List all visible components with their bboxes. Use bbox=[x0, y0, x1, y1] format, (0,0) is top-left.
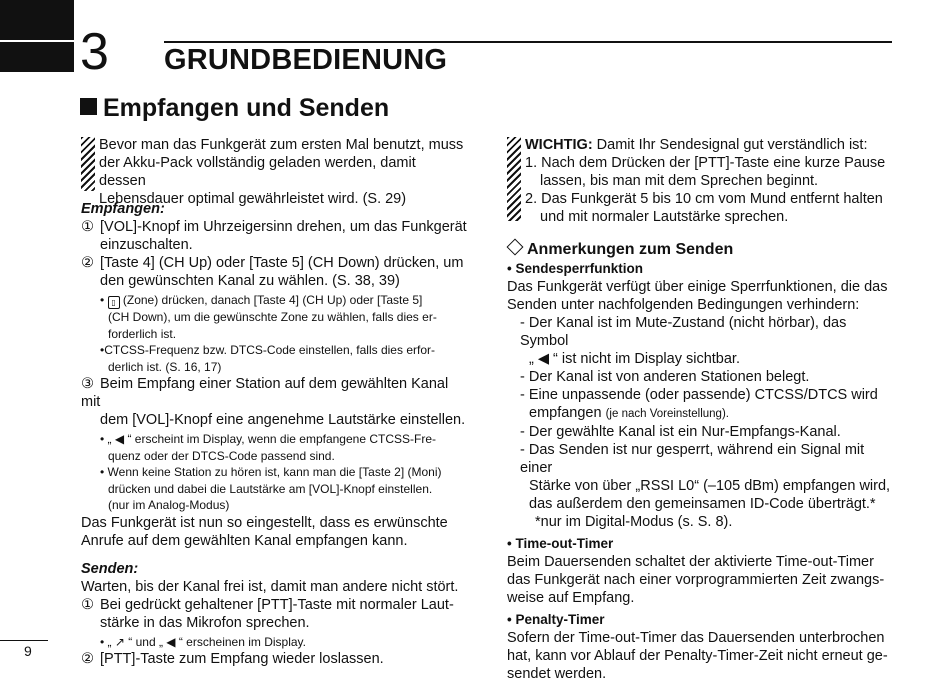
timeout-timer-heading: • Time-out-Timer bbox=[507, 536, 614, 551]
step-text: [VOL]-Knopf im Uhrzeigersinn drehen, um das Funkgerät bbox=[100, 219, 467, 235]
send-step-1-bullet bbox=[81, 634, 467, 651]
intro-line: der Akku-Pack vollständig geladen werden, damit dessen bbox=[99, 155, 416, 189]
receive-summary bbox=[81, 514, 467, 550]
chapter-title: GRUNDBEDIENUNG bbox=[164, 44, 448, 76]
step-text: [Taste 4] (CH Up) oder [Taste 5] (CH Down) drücken, um bbox=[100, 255, 464, 271]
note-hatch-icon bbox=[507, 137, 521, 221]
condition-item: - Eine unpassende (oder passende) CTCSS/DTCS wird bbox=[520, 387, 878, 403]
penalty-timer-text: Sofern der Time-out-Timer das Dauersenden unterbrochen bbox=[507, 630, 885, 646]
section-title bbox=[80, 94, 389, 123]
left-column bbox=[81, 200, 467, 668]
summary-line: Das Funkgerät ist nun so eingestellt, dass es erwünschte bbox=[81, 514, 448, 531]
condition-item: Stärke von über „RSSI L0“ (–105 dBm) empfangen wird, bbox=[529, 478, 891, 494]
note-hatch-icon bbox=[81, 137, 95, 191]
empfangen-heading: Empfangen: bbox=[81, 201, 165, 217]
bullet-text: (nur im Analog-Modus) bbox=[108, 498, 230, 512]
sendesperr-conditions bbox=[507, 314, 892, 531]
step-number: ① bbox=[81, 596, 94, 613]
timeout-timer-text: Beim Dauersenden schaltet der aktivierte Time-out-Timer bbox=[507, 554, 874, 570]
step-number: ① bbox=[81, 219, 94, 235]
condition-item: „ ◀ “ ist nicht im Display sichtbar. bbox=[529, 351, 740, 367]
intro-note bbox=[99, 136, 466, 208]
timeout-timer-text: weise auf Empfang. bbox=[507, 590, 635, 606]
step-3 bbox=[81, 375, 467, 429]
wichtig-item: und mit normaler Lautstärke sprechen. bbox=[540, 209, 789, 225]
bullet: • bbox=[100, 634, 105, 649]
bullet: • bbox=[100, 465, 105, 479]
bullet-text: derlich ist. (S. 16, 17) bbox=[108, 359, 222, 374]
send-step-2 bbox=[81, 650, 467, 668]
condition-note: (je nach Voreinstellung). bbox=[605, 408, 729, 420]
bullet-text: drücken und dabei die Lautstärke am [VOL]-Knopf einstellen. bbox=[108, 481, 433, 496]
square-bullet-icon bbox=[80, 98, 97, 115]
step-number: ② bbox=[81, 255, 94, 271]
zone-key-icon: ▯ bbox=[108, 296, 120, 309]
condition-item: - Der gewählte Kanal ist ein Nur-Empfangs-Kanal. bbox=[520, 424, 841, 440]
chapter-number: 3 bbox=[80, 23, 109, 81]
send-step-1 bbox=[81, 596, 467, 632]
bullet-text: (Zone) drücken, danach [Taste 4] (CH Up) oder [Taste 5] bbox=[119, 293, 423, 307]
wichtig-note bbox=[525, 136, 892, 226]
bullet-text: forderlich ist. bbox=[108, 326, 177, 341]
senden-heading: Senden: bbox=[81, 560, 139, 577]
bullet-text: (CH Down), um die gewünschte Zone zu wählen, falls dies er- bbox=[108, 310, 437, 324]
bullet: • bbox=[100, 293, 105, 307]
step-text: dem [VOL]-Knopf eine angenehme Lautstärke einstellen. bbox=[100, 412, 466, 428]
penalty-timer-heading: • Penalty-Timer bbox=[507, 612, 605, 627]
condition-footnote: *nur im Digital-Modus (s. S. 8). bbox=[535, 514, 733, 530]
timeout-timer-text: das Funkgerät nach einer vorprogrammierten Zeit zwangs- bbox=[507, 572, 885, 588]
bullet-text: „ ◀ “ erscheint im Display, wenn die empfangene CTCSS-Fre- bbox=[107, 432, 436, 446]
anmerkungen-heading-text: Anmerkungen zum Senden bbox=[527, 241, 734, 258]
step-3-bullets bbox=[81, 431, 467, 514]
section-title-text: Empfangen und Senden bbox=[103, 94, 390, 122]
step-1 bbox=[81, 218, 467, 254]
diamond-icon bbox=[507, 239, 524, 256]
wichtig-item: lassen, bis man mit dem Sprechen beginnt. bbox=[540, 173, 819, 189]
chapter-tab bbox=[0, 0, 74, 72]
step-2 bbox=[81, 254, 467, 290]
step-text: stärke in das Mikrofon sprechen. bbox=[100, 614, 310, 631]
wichtig-item: 2. Das Funkgerät 5 bis 10 cm vom Mund entfernt halten bbox=[525, 191, 883, 207]
bullet-text: CTCSS-Frequenz bzw. DTCS-Code einstellen, falls dies erfor- bbox=[104, 343, 435, 357]
condition-item: das außerdem den gemeinsamen ID-Code überträgt.* bbox=[529, 496, 876, 512]
intro-line: Bevor man das Funkgerät zum ersten Mal benutzt, muss bbox=[99, 137, 464, 153]
wichtig-label: WICHTIG: bbox=[525, 137, 593, 153]
step-text: den gewünschten Kanal zu wählen. (S. 38, 39) bbox=[100, 273, 400, 289]
condition-item: - Der Kanal ist im Mute-Zustand (nicht hörbar), das Symbol bbox=[520, 315, 847, 349]
step-number: ② bbox=[81, 651, 94, 667]
bullet: • bbox=[100, 343, 105, 357]
page-number: 9 bbox=[24, 643, 32, 659]
sendesperr-text: Senden unter nachfolgenden Bedingungen verhindern: bbox=[507, 297, 860, 313]
chapter-tab-divider bbox=[0, 40, 74, 42]
intro-line: Lebensdauer optimal gewährleistet wird. (S. 29) bbox=[99, 191, 407, 207]
sendesperr-text: Das Funkgerät verfügt über einige Sperrfunktionen, die das bbox=[507, 279, 888, 295]
step-text: Bei gedrückt gehaltener [PTT]-Taste mit normaler Laut- bbox=[100, 596, 454, 613]
wichtig-item: 1. Nach dem Drücken der [PTT]-Taste eine kurze Pause bbox=[525, 155, 886, 171]
bullet-text: quenz oder der DTCS-Code passend sind. bbox=[108, 448, 335, 463]
footer-rule bbox=[0, 640, 48, 641]
bullet-text: Wenn keine Station zu hören ist, kann man die [Taste 2] (Moni) bbox=[107, 465, 442, 479]
step-2-bullets bbox=[81, 292, 467, 375]
condition-item: - Das Senden ist nur gesperrt, während ein Signal mit einer bbox=[520, 442, 865, 476]
bullet: • bbox=[100, 432, 105, 446]
step-text: Beim Empfang einer Station auf dem gewählten Kanal mit bbox=[81, 376, 449, 410]
step-text: [PTT]-Taste zum Empfang wieder loslassen. bbox=[100, 651, 384, 667]
bullet-text: „ ↗ “ und „ ◀ “ erscheinen im Display. bbox=[107, 634, 306, 649]
penalty-timer-text: hat, kann vor Ablauf der Penalty-Timer-Zeit nicht erneut ge- bbox=[507, 648, 888, 664]
senden-intro: Warten, bis der Kanal frei ist, damit man andere nicht stört. bbox=[81, 578, 459, 595]
header-rule bbox=[164, 41, 892, 43]
condition-item: empfangen bbox=[529, 405, 606, 421]
step-text: einzuschalten. bbox=[100, 237, 193, 253]
summary-line: Anrufe auf dem gewählten Kanal empfangen kann. bbox=[81, 532, 408, 549]
wichtig-text: Damit Ihr Sendesignal gut verständlich ist: bbox=[592, 137, 868, 153]
condition-item: - Der Kanal ist von anderen Stationen belegt. bbox=[520, 369, 810, 385]
anmerkungen-heading bbox=[507, 240, 892, 260]
step-number: ③ bbox=[81, 376, 94, 392]
right-column bbox=[507, 240, 892, 683]
sendesperr-heading: • Sendesperrfunktion bbox=[507, 261, 643, 276]
penalty-timer-text: sendet werden. bbox=[507, 666, 607, 682]
